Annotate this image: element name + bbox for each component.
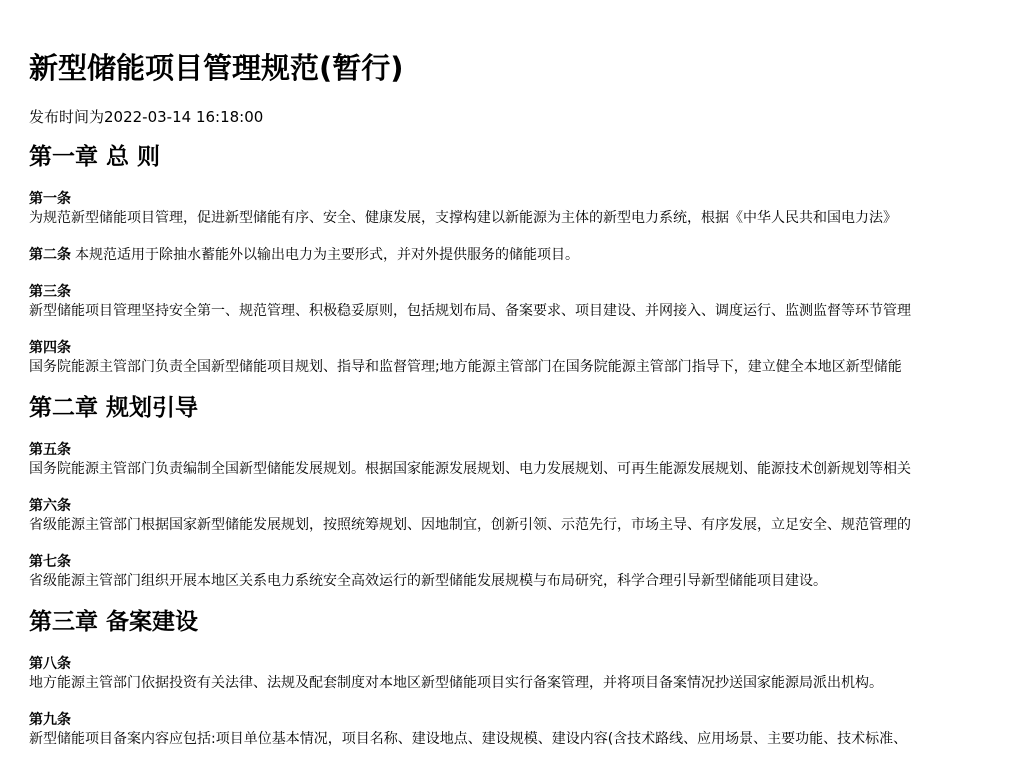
article-text: 省级能源主管部门根据国家新型储能发展规划，按照统筹规划、因地制宜，创新引领、示范先行，市场主导、有序发展，立足安全、规范管理的 (29, 517, 911, 533)
article-9 (29, 711, 1024, 749)
article-number: 第二条 (29, 247, 71, 263)
article-7 (29, 553, 1024, 591)
article-text: 地方能源主管部门依据投资有关法律、法规及配套制度对本地区新型储能项目实行备案管理，并将项目备案情况抄送国家能源局派出机构。 (29, 675, 883, 691)
article-5 (29, 441, 1024, 479)
article-8 (29, 655, 1024, 693)
article-text: 省级能源主管部门组织开展本地区关系电力系统安全高效运行的新型储能发展规模与布局研究，科学合理引导新型储能项目建设。 (29, 573, 827, 589)
article-number: 第四条 (29, 340, 71, 356)
chapter-heading-3: 第三章 备案建设 (29, 609, 199, 635)
article-number: 第七条 (29, 554, 71, 570)
article-text: 新型储能项目管理坚持安全第一、规范管理、积极稳妥原则，包括规划布局、备案要求、项目建设、并网接入、调度运行、监测监督等环节管理 (29, 303, 911, 319)
article-number: 第三条 (29, 284, 71, 300)
article-2 (29, 246, 1024, 265)
chapter-heading-2: 第二章 规划引导 (29, 395, 199, 421)
article-text: 为规范新型储能项目管理，促进新型储能有序、安全、健康发展，支撑构建以新能源为主体的新型电力系统，根据《中华人民共和国电力法》 (29, 210, 897, 226)
page-title: 新型储能项目管理规范(暂行) (29, 51, 404, 85)
article-3 (29, 283, 1024, 321)
article-number: 第一条 (29, 191, 71, 207)
chapter-heading-1: 第一章 总 则 (29, 144, 161, 170)
article-number: 第八条 (29, 656, 71, 672)
article-number: 第五条 (29, 442, 71, 458)
article-number: 第六条 (29, 498, 71, 514)
article-4 (29, 339, 1024, 377)
publish-time: 发布时间为2022-03-14 16:18:00 (29, 108, 264, 126)
article-number: 第九条 (29, 712, 71, 728)
article-text: 本规范适用于除抽水蓄能外以输出电力为主要形式，并对外提供服务的储能项目。 (75, 247, 579, 263)
article-text: 国务院能源主管部门负责全国新型储能项目规划、指导和监督管理;地方能源主管部门在国务院能源主管部门指导下，建立健全本地区新型储能 (29, 359, 902, 375)
article-6 (29, 497, 1024, 535)
article-text: 国务院能源主管部门负责编制全国新型储能发展规划。根据国家能源发展规划、电力发展规划、可再生能源发展规划、能源技术创新规划等相关 (29, 461, 911, 477)
article-text: 新型储能项目备案内容应包括:项目单位基本情况，项目名称、建设地点、建设规模、建设内容(含技术路线、应用场景、主要功能、技术标准、 (29, 731, 908, 747)
article-1 (29, 190, 1024, 228)
